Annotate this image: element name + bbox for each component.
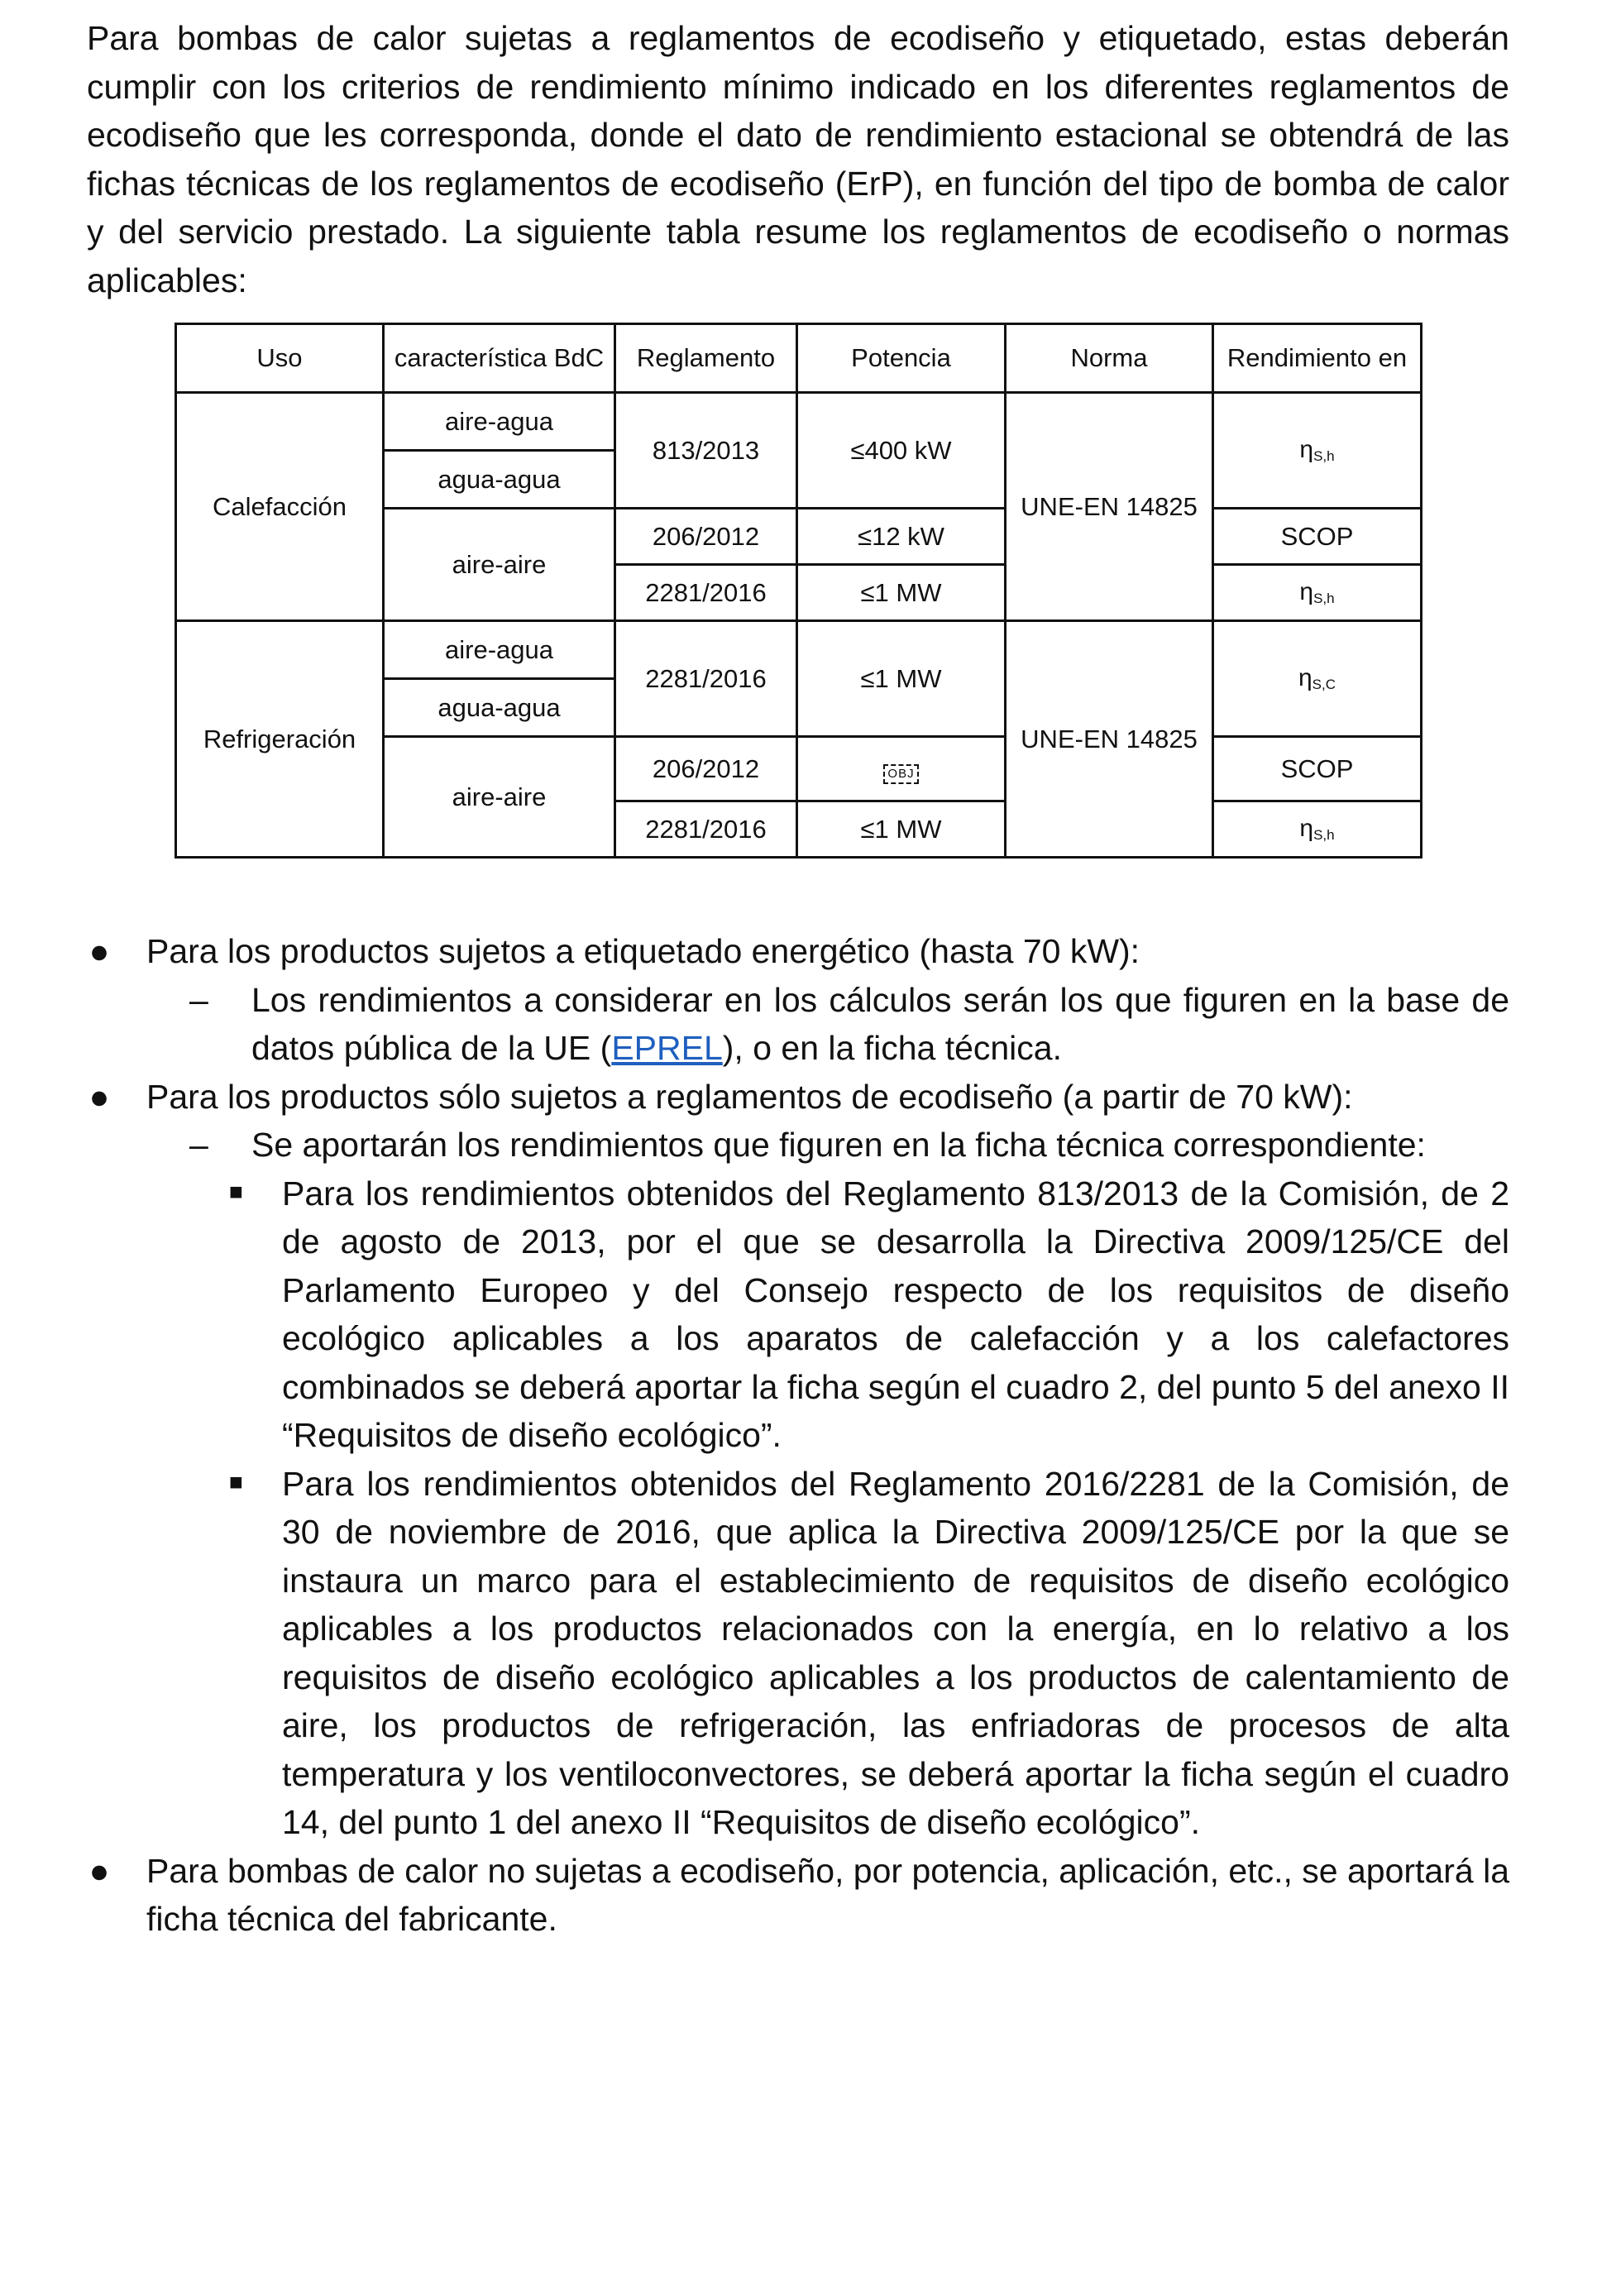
rendimiento-cell: SCOP: [1213, 509, 1422, 565]
dash-icon: –: [189, 980, 208, 1019]
reglamento-cell: 813/2013: [615, 393, 797, 509]
table-row: [176, 621, 1422, 679]
bullet-icon: ●: [88, 1077, 110, 1116]
requirements-list: [87, 927, 1509, 1944]
bdc-cell: aire-agua: [384, 621, 615, 679]
sub-sub-list: [146, 1170, 1509, 1847]
reglamento-cell: 206/2012: [615, 737, 797, 801]
eta-subscript: S,h: [1313, 448, 1335, 464]
list-item-text: Para los productos sujetos a etiquetado energético (hasta 70 kW):: [146, 932, 1140, 970]
potencia-cell: ≤1 MW: [797, 565, 1006, 621]
rendimiento-cell: [1213, 621, 1422, 737]
list-item: [146, 1121, 1509, 1170]
reglamento-cell: 206/2012: [615, 509, 797, 565]
list-item: [146, 976, 1509, 1073]
header-potencia: Potencia: [797, 324, 1006, 393]
eta-symbol: η: [1299, 815, 1314, 842]
bdc-cell: agua-agua: [384, 451, 615, 509]
header-uso: Uso: [176, 324, 384, 393]
list-item-text: Para bombas de calor no sujetas a ecodiseño, por potencia, aplicación, etc., se aportará la ficha técnica del fabricante.: [146, 1851, 1509, 1938]
norma-cell: UNE-EN 14825: [1006, 621, 1213, 858]
object-placeholder-icon: OBJ: [883, 764, 918, 784]
eta-symbol: η: [1298, 664, 1313, 691]
bdc-cell: aire-agua: [384, 393, 615, 451]
header-reglamento: Reglamento: [615, 324, 797, 393]
list-item-text: Para los rendimientos obtenidos del Reglamento 2016/2281 de la Comisión, de 30 de noviembre de 2016, que aplica la Directiva 2009/125/CE por la que se instaura un marco para el establecimiento de requisitos de diseño ecológico aplicables a los productos relacionados con la energía, en lo relativo a los requisitos de diseño ecológico aplicables a los productos de calentamiento de aire, los productos de refrigeración, las enfriadoras de procesos de alta temperatura y los ventiloconvectores, se deberá aportar la ficha según el cuadro 14, del punto 1 del anexo II “Requisitos de diseño ecológico”.: [282, 1464, 1509, 1841]
list-item-text: Se aportarán los rendimientos que figuren en la ficha técnica correspondiente:: [251, 1126, 1426, 1164]
reglamento-cell: 2281/2016: [615, 565, 797, 621]
list-item-text: Para los productos sólo sujetos a reglamentos de ecodiseño (a partir de 70 kW):: [146, 1077, 1353, 1116]
bullet-icon: ●: [88, 932, 110, 970]
table-header-row: [176, 324, 1422, 393]
square-bullet-icon: ■: [229, 1468, 243, 1495]
bdc-cell: agua-agua: [384, 679, 615, 737]
eta-subscript: S,h: [1313, 591, 1335, 606]
reglamento-cell: 2281/2016: [615, 621, 797, 737]
rendimiento-cell: SCOP: [1213, 737, 1422, 801]
potencia-cell: ≤400 kW: [797, 393, 1006, 509]
list-item-text: Los rendimientos a considerar en los cálculos serán los que figuren en la base de datos pública de la UE (: [251, 980, 1509, 1067]
reglamento-cell: 2281/2016: [615, 801, 797, 858]
bullet-icon: ●: [88, 1851, 110, 1890]
uso-calefaccion-cell: Calefacción: [176, 393, 384, 621]
sub-list: [146, 1121, 1509, 1170]
intro-paragraph: Para bombas de calor sujetas a reglamentos de ecodiseño y etiquetado, estas deberán cumplir con los criterios de rendimiento mínimo indicado en los diferentes reglamentos de ecodiseño que les corresponda, donde el dato de rendimiento estacional se obtendrá de las fichas técnicas de los reglamentos de ecodiseño (ErP), en función del tipo de bomba de calor y del servicio prestado. La siguiente tabla resume los reglamentos de ecodiseño o normas aplicables:: [87, 19, 1509, 299]
uso-refrigeracion-cell: Refrigeración: [176, 621, 384, 858]
list-item: [146, 1170, 1509, 1460]
header-caracteristica: característica BdC: [384, 324, 615, 393]
header-rendimiento: Rendimiento en: [1213, 324, 1422, 393]
list-item: [87, 927, 1509, 1073]
rendimiento-cell: [1213, 565, 1422, 621]
ecodesign-regulations-table: [175, 323, 1422, 859]
eta-symbol: η: [1299, 436, 1314, 463]
eta-symbol: η: [1299, 578, 1314, 605]
list-item: [87, 1847, 1509, 1944]
square-bullet-icon: ■: [229, 1178, 243, 1204]
rendimiento-cell: [1213, 393, 1422, 509]
rendimiento-cell: [1213, 801, 1422, 858]
list-item: [146, 1460, 1509, 1847]
dash-icon: –: [189, 1126, 208, 1164]
sub-list: [146, 976, 1509, 1073]
table-row: [176, 393, 1422, 451]
list-item-text: ), o en la ficha técnica.: [722, 1029, 1062, 1067]
potencia-cell: ≤12 kW: [797, 509, 1006, 565]
bdc-cell: aire-aire: [384, 737, 615, 858]
header-norma: Norma: [1006, 324, 1213, 393]
list-item: [87, 1073, 1509, 1847]
list-item-text: Para los rendimientos obtenidos del Reglamento 813/2013 de la Comisión, de 2 de agosto de 2013, por el que se desarrolla la Directiva 2009/125/CE del Parlamento Europeo y del Consejo respecto de los requisitos de diseño ecológico aplicables a los aparatos de calefacción y a los calefactores combinados se deberá aportar la ficha según el cuadro 2, del punto 5 del anexo II “Requisitos de diseño ecológico”.: [282, 1174, 1509, 1454]
potencia-cell: ≤1 MW: [797, 801, 1006, 858]
potencia-cell: [797, 737, 1006, 801]
potencia-cell: ≤1 MW: [797, 621, 1006, 737]
bdc-cell: aire-aire: [384, 509, 615, 621]
eta-subscript: S,C: [1312, 677, 1336, 692]
eta-subscript: S,h: [1313, 827, 1335, 843]
eprel-link[interactable]: EPREL: [611, 1029, 723, 1067]
norma-cell: UNE-EN 14825: [1006, 393, 1213, 621]
